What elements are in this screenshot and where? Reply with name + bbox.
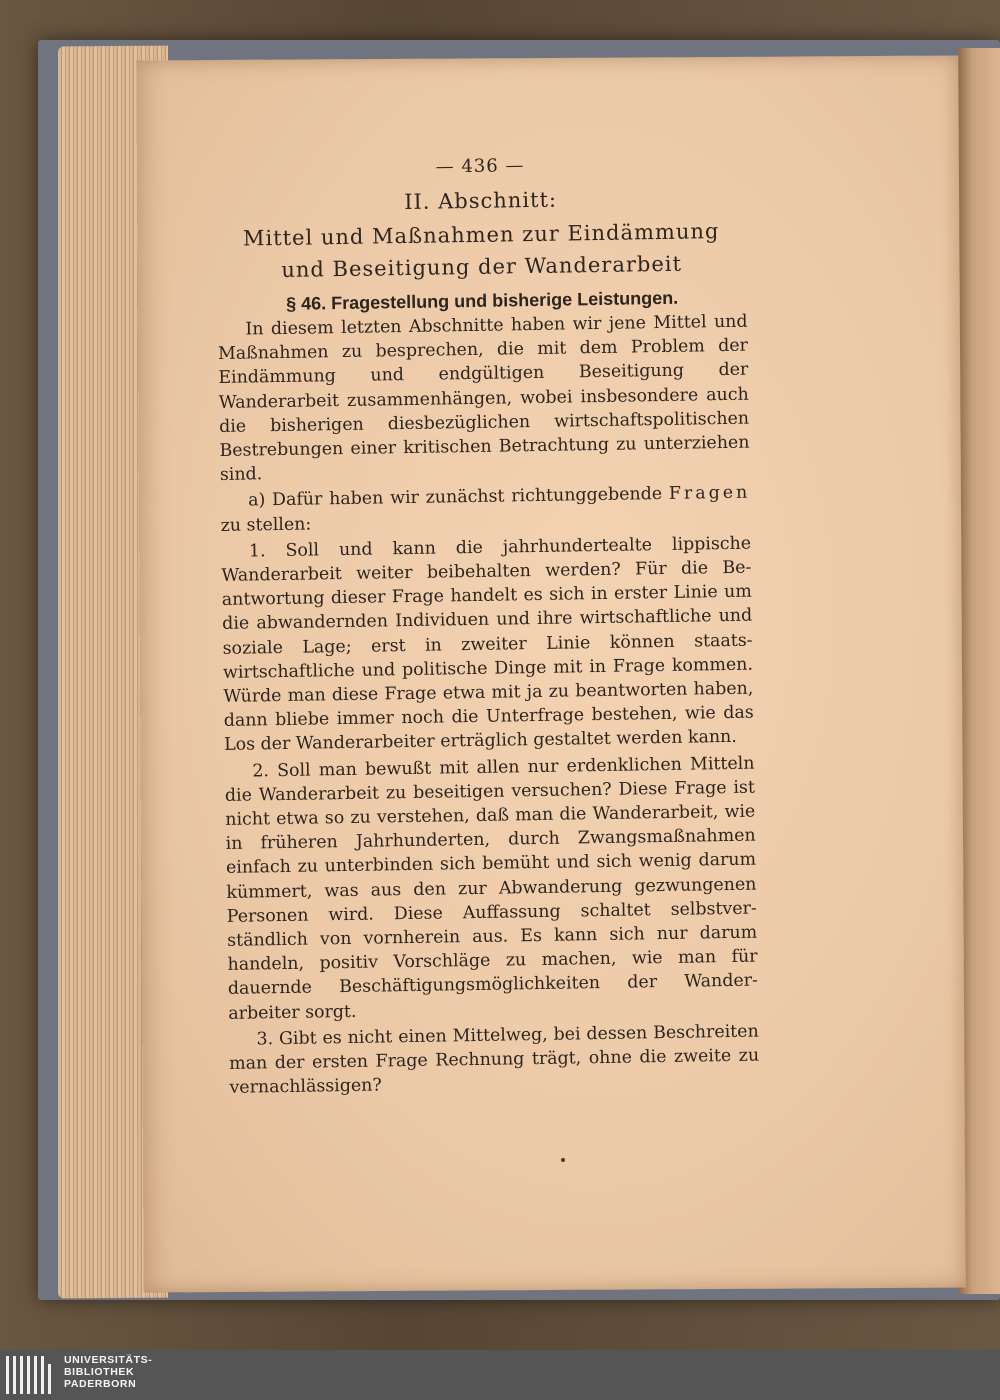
library-logo-text — [64, 1354, 152, 1390]
page-speck — [561, 1158, 565, 1162]
part-title-line-1: Mittel und Maßnahmen zur Eindämmung — [242, 219, 720, 251]
library-logo-line-1: UNIVERSITÄTS- — [64, 1354, 153, 1366]
part-title — [216, 215, 747, 287]
library-logo-line-3: PADERBORN — [64, 1378, 137, 1390]
paragraph-intro: In diesem letzten Abschnitte haben wir jene Mittel und Maßnahmen zu besprechen, die mit dem Problem der Eindämmung und endgültigen Beseitigung der Wanderarbeit zusammenhängen, wobei insbesondere auch die bisherigen diesbezüglichen wirtschaftspolitischen Bestrebungen einer kritischen Betrachtung zu unterziehen sind. — [217, 311, 750, 486]
library-logo-icon — [6, 1356, 51, 1394]
part-title-line-2: und Beseitigung der Wanderarbeit — [281, 251, 683, 282]
paragraph-question-1: 1. Soll und kann die jahrhundertealte lippische Wanderarbeit weiter beibehalten werden? Für die Beantwortung dieser Frage handelt es sich in erster Linie um die abwandernden Individuen und ihre wirtschaftliche und soziale Lage; erst in zweiter Linie können staatswirtschaftliche und politische Dinge mit in Frage kommen. Würde man diese Frage etwa mit ja zu beantworten haben, dann bliebe immer noch die Unterfrage bestehen, wie das Los der Wanderarbeiter erträglich gestaltet werden kann. — [221, 533, 754, 756]
part-heading: II. Abschnitt: — [404, 187, 558, 215]
paragraph-question-3: 3. Gibt es nicht einen Mittelweg, bei dessen Beschreiten man der ersten Frage Rechnung trägt, ohne die zweite zu vernachlässigen? — [228, 1021, 760, 1099]
paragraph-a-suffix: zu stellen: — [220, 514, 312, 536]
page-number: — 436 — — [435, 155, 525, 178]
library-logo-line-2: BIBLIOTHEK — [64, 1366, 135, 1378]
page-text — [214, 92, 760, 1101]
paragraph-a — [220, 481, 751, 538]
paragraph-a-emphasis: Fragen — [668, 483, 751, 505]
paragraph-question-2: 2. Soll man bewußt mit allen nur erdenklichen Mitteln die Wanderarbeit zu beseitigen versuchen? Diese Frage ist nicht etwa so zu verstehen, daß man die Wanderarbeit, wie in früheren Jahrhunderten, durch Zwangsmaßnahmen einfach zu unterbinden sich bemüht und sich wenig darum kümmert, was aus den zur Abwanderung gezwungenen Personen wird. Diese Auffassung schaltet selbstverständlich von vornherein aus. Es kann sich nur darum handeln, positiv Vorschläge zu machen, wie man für dauernde Beschäftigungsmöglichkeiten der Wanderarbeiter sorgt. — [224, 753, 759, 1024]
paragraph-a-prefix: a) Dafür haben wir zunächst richtunggebende — [247, 484, 670, 511]
library-footer — [0, 1350, 1000, 1400]
section-title: § 46. Fragestellung und bisherige Leistungen. — [286, 287, 679, 314]
